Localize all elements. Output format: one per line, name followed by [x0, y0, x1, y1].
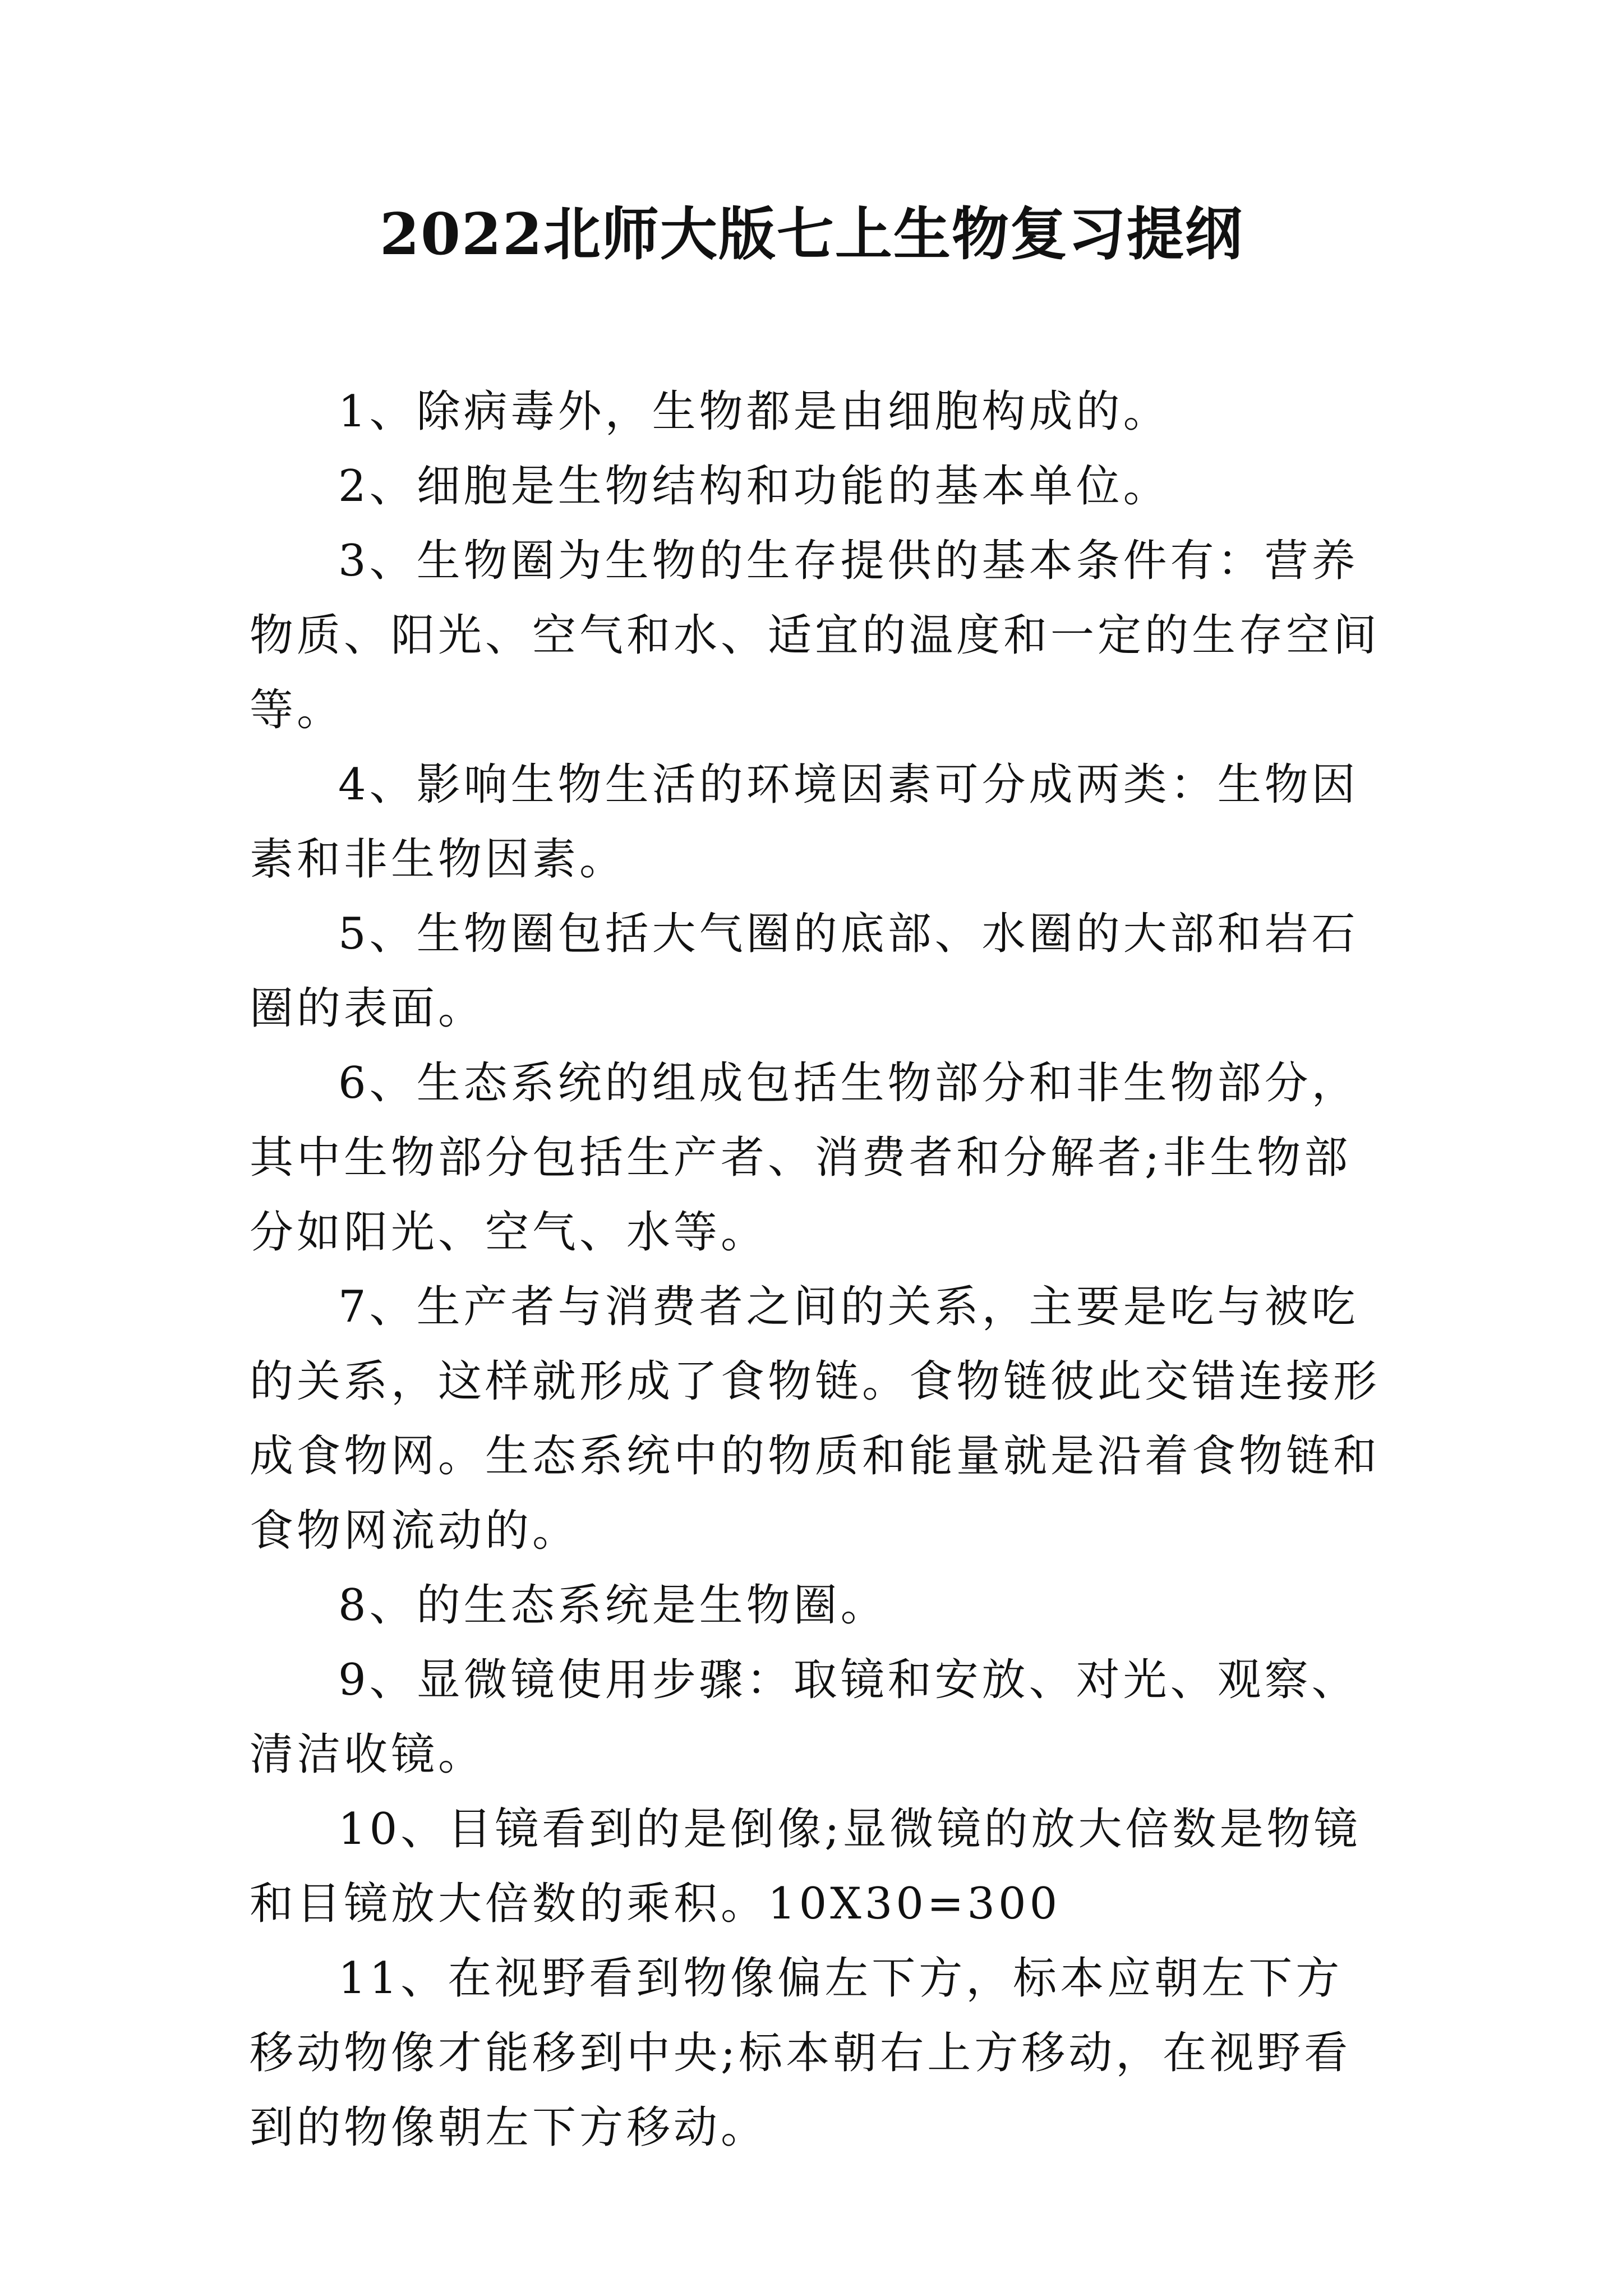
paragraph-7: 7、生产者与消费者之间的关系，主要是吃与被吃的关系，这样就形成了食物链。食物链彼此交错连接形成食物网。生态系统中的物质和能量就是沿着食物链和食物网流动的。 [250, 1282, 1381, 1556]
document-title: 2022北师大版七上生物复习提纲 [380, 201, 1243, 268]
paragraph-10: 10、目镜看到的是倒像;显微镜的放大倍数是物镜和目镜放大倍数的乘积。10X30=300 [250, 1804, 1361, 1929]
paragraph-8: 8、的生态系统是生物圈。 [338, 1580, 888, 1631]
paragraph-9: 9、显微镜使用步骤：取镜和安放、对光、观察、清洁收镜。 [250, 1655, 1359, 1780]
paragraph-1: 1、除病毒外，生物都是由细胞构成的。 [338, 386, 1170, 437]
paragraph-4: 4、影响生物生活的环境因素可分成两类：生物因素和非生物因素。 [250, 760, 1359, 885]
paragraph-11: 11、在视野看到物像偏左下方，标本应朝左下方移动物像才能移到中央;标本朝右上方移动，在视野看到的物像朝左下方移动。 [250, 1953, 1352, 2153]
document-body [250, 375, 1388, 2165]
paragraph-3: 3、生物圈为生物的生存提供的基本条件有：营养物质、阳光、空气和水、适宜的温度和一定的生存空间等。 [250, 536, 1381, 735]
paragraph-5: 5、生物圈包括大气圈的底部、水圈的大部和岩石圈的表面。 [250, 909, 1359, 1034]
paragraph-2: 2、细胞是生物结构和功能的基本单位。 [338, 461, 1170, 512]
paragraph-6: 6、生态系统的组成包括生物部分和非生物部分，其中生物部分包括生产者、消费者和分解者;非生物部分如阳光、空气、水等。 [250, 1058, 1359, 1258]
